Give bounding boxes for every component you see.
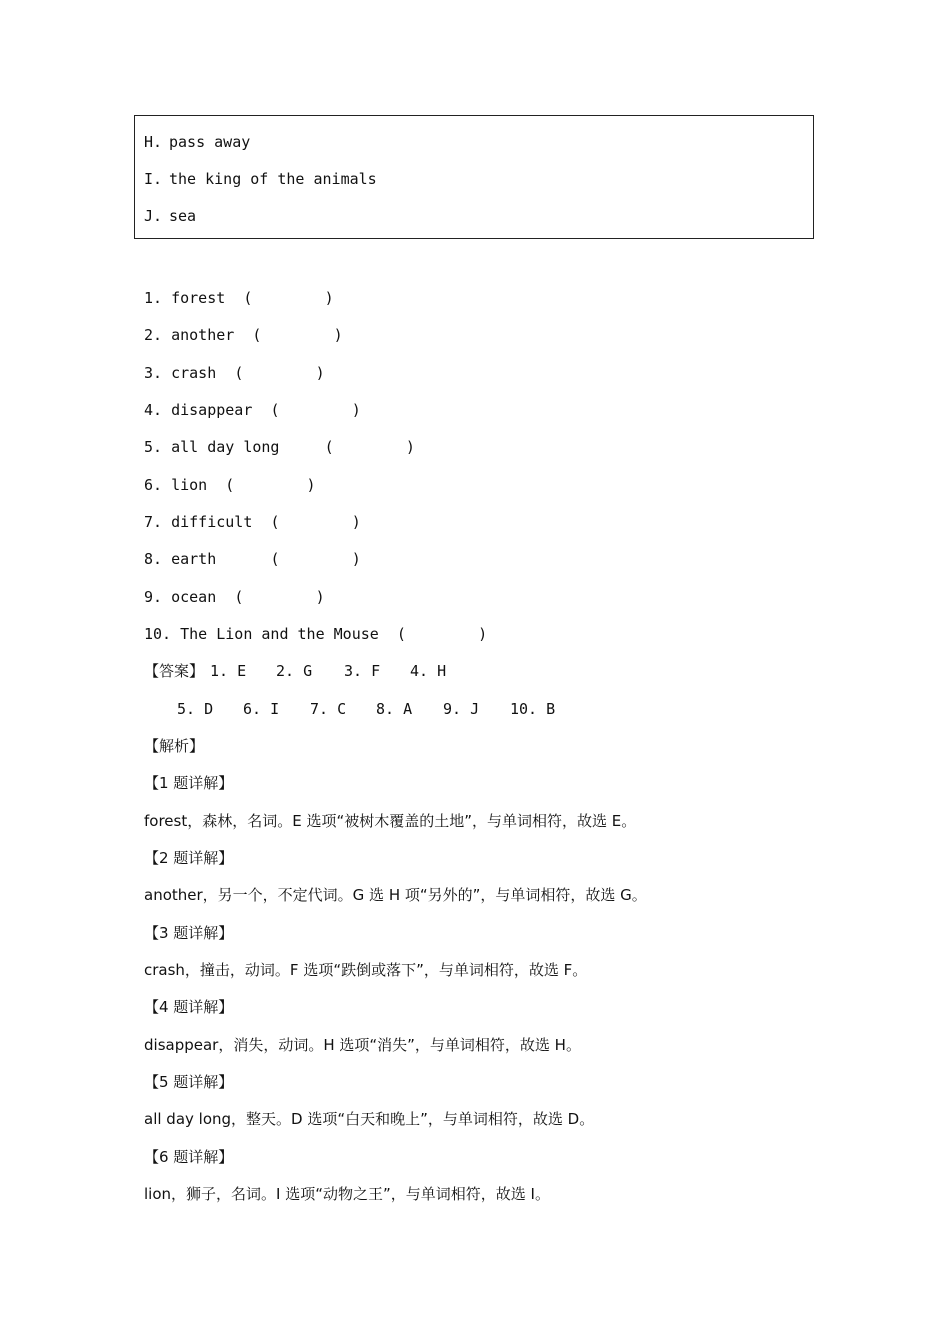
question-item: 1. forest ( ) — [144, 289, 334, 307]
question-item: 8. earth ( ) — [144, 550, 361, 568]
question-item: 9. ocean ( ) — [144, 588, 325, 606]
question-item: 2. another ( ) — [144, 326, 343, 344]
detail-text: another，另一个，不定代词。G 选 H 项“另外的”，与单词相符，故选 G。 — [144, 886, 647, 904]
question-item: 7. difficult ( ) — [144, 513, 361, 531]
detail-text: disappear，消失，动词。H 选项“消失”，与单词相符，故选 H。 — [144, 1036, 581, 1054]
detail-text: lion，狮子，名词。I 选项“动物之王”，与单词相符，故选 I。 — [144, 1185, 550, 1203]
detail-text: all day long，整天。D 选项“白天和晚上”，与单词相符，故选 D。 — [144, 1110, 595, 1128]
answer-item: 4. H — [410, 662, 447, 680]
detail-text: crash，撞击，动词。F 选项“跌倒或落下”，与单词相符，故选 F。 — [144, 961, 588, 979]
detail-heading: 【2 题详解】 — [144, 849, 234, 867]
option-item: I. the king of the animals — [144, 170, 377, 188]
answer-row-2 — [177, 700, 577, 718]
detail-heading: 【5 题详解】 — [144, 1073, 234, 1091]
answer-item: 2. G — [276, 662, 313, 680]
detail-text: forest，森林，名词。E 选项“被树木覆盖的土地”，与单词相符，故选 E。 — [144, 812, 637, 830]
answer-item: 6. I — [243, 700, 280, 718]
answer-item: 8. A — [376, 700, 413, 718]
question-item: 10. The Lion and the Mouse ( ) — [144, 625, 488, 643]
answer-item: 9. J — [443, 700, 480, 718]
question-item: 5. all day long ( ) — [144, 438, 415, 456]
answer-label: 【答案】 — [144, 662, 205, 680]
question-item: 3. crash ( ) — [144, 364, 325, 382]
detail-heading: 【1 题详解】 — [144, 774, 234, 792]
detail-heading: 【3 题详解】 — [144, 924, 234, 942]
answer-item: 1. E — [210, 662, 247, 680]
answer-row-1 — [144, 662, 464, 680]
detail-heading: 【4 题详解】 — [144, 998, 234, 1016]
option-item: H. pass away — [144, 133, 251, 151]
option-item: J. sea — [144, 207, 197, 225]
question-item: 6. lion ( ) — [144, 476, 316, 494]
question-item: 4. disappear ( ) — [144, 401, 361, 419]
options-box — [134, 115, 814, 239]
answer-item: 5. D — [177, 700, 214, 718]
answer-item: 10. B — [510, 700, 556, 718]
analysis-heading: 【解析】 — [144, 737, 205, 755]
detail-heading: 【6 题详解】 — [144, 1148, 234, 1166]
answer-item: 7. C — [310, 700, 347, 718]
answer-item: 3. F — [344, 662, 381, 680]
